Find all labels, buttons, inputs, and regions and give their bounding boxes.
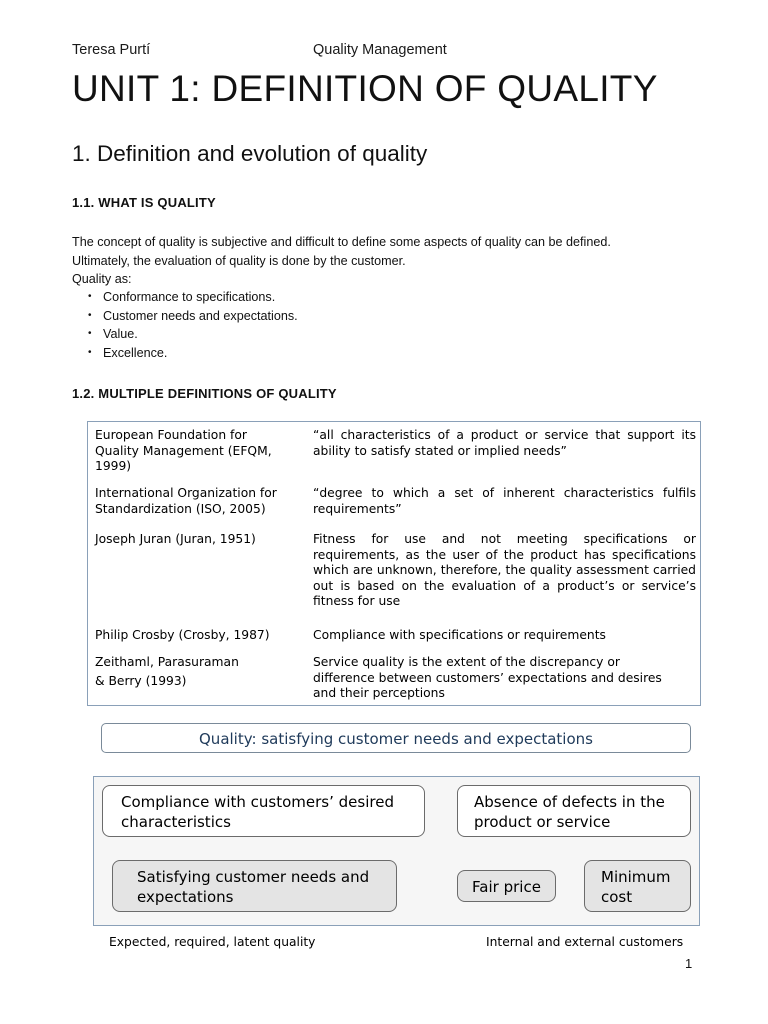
source-line: & Berry (1993) — [95, 673, 187, 688]
definition-text: “all characteristics of a product or service that support its ability to satisfy stated or implied needs” — [313, 428, 696, 458]
definition-text: Fitness for use and not meeting specifications or requirements, as the user of the product has specifications which are unknown, therefore, the quality assessment carried out is based on the evaluation of a product’s or service’s fitness for use — [313, 532, 696, 609]
diagram-caption-left: Expected, required, latent quality — [109, 935, 316, 949]
subsection-heading-what-is-quality: 1.1. WHAT IS QUALITY — [72, 195, 216, 210]
section-title: 1. Definition and evolution of quality — [72, 141, 428, 166]
diagram-caption-right: Internal and external customers — [486, 935, 684, 949]
definition-text: “degree to which a set of inherent characteristics fulfils requirements” — [313, 486, 696, 516]
header-author: Teresa Purtí — [72, 42, 151, 58]
source-line: International Organization for — [95, 486, 277, 500]
intro-paragraph — [72, 233, 611, 289]
list-item: • Excellence. — [88, 344, 298, 363]
source-line: Quality Management (EFQM, — [95, 443, 272, 458]
source-line: Philip Crosby (Crosby, 1987) — [95, 628, 270, 642]
diagram-box-satisfying-needs — [112, 860, 397, 912]
definition-line: and their perceptions — [313, 686, 445, 701]
definition-source — [95, 428, 300, 475]
box-line: characteristics — [121, 813, 231, 831]
box-line: Absence of defects in the — [474, 793, 665, 811]
paragraph-line: The concept of quality is subjective and difficult to define some aspects of quality can be defined. — [72, 235, 611, 249]
definitions-table — [87, 421, 701, 706]
definition-source — [95, 628, 300, 644]
definition-text: Compliance with specifications or requirements — [313, 628, 606, 642]
quality-banner: Quality: satisfying customer needs and expectations — [101, 723, 691, 753]
page-number: 1 — [685, 956, 693, 971]
header-subject: Quality Management — [313, 42, 447, 58]
list-item: • Conformance to specifications. — [88, 288, 298, 307]
diagram-box-compliance — [102, 785, 425, 837]
source-line: Zeithaml, Parasuraman — [95, 655, 239, 669]
diagram-box-fair-price — [457, 870, 556, 902]
paragraph-line: Ultimately, the evaluation of quality is done by the customer. — [72, 253, 406, 268]
paragraph-line: Quality as: — [72, 272, 132, 287]
source-line: European Foundation for — [95, 428, 247, 442]
quality-bullet-list — [88, 288, 298, 363]
diagram-box-minimum-cost — [584, 860, 691, 912]
quality-diagram — [93, 776, 700, 926]
subsection-heading-multiple-definitions: 1.2. MULTIPLE DEFINITIONS OF QUALITY — [72, 386, 337, 401]
unit-title: UNIT 1: DEFINITION OF QUALITY — [72, 68, 658, 109]
box-line: Satisfying customer needs and — [137, 868, 370, 886]
diagram-box-absence-of-defects — [457, 785, 691, 837]
source-line: Standardization (ISO, 2005) — [95, 501, 266, 516]
box-line: Minimum — [601, 868, 671, 886]
box-line: product or service — [474, 813, 611, 831]
box-line: Fair price — [472, 878, 541, 896]
definition-text — [313, 655, 696, 702]
list-item: • Value. — [88, 325, 298, 344]
definition-source — [95, 532, 300, 548]
definition-source — [95, 486, 300, 517]
definition-line: difference between customers’ expectations and desires — [313, 670, 662, 685]
definition-source — [95, 655, 300, 689]
list-item: • Customer needs and expectations. — [88, 307, 298, 326]
box-line: Compliance with customers’ desired — [121, 793, 394, 811]
source-line: 1999) — [95, 459, 132, 474]
box-line: cost — [601, 888, 633, 906]
box-line: expectations — [137, 888, 234, 906]
source-line: Joseph Juran (Juran, 1951) — [95, 532, 256, 546]
definition-line: Service quality is the extent of the discrepancy or — [313, 655, 620, 669]
